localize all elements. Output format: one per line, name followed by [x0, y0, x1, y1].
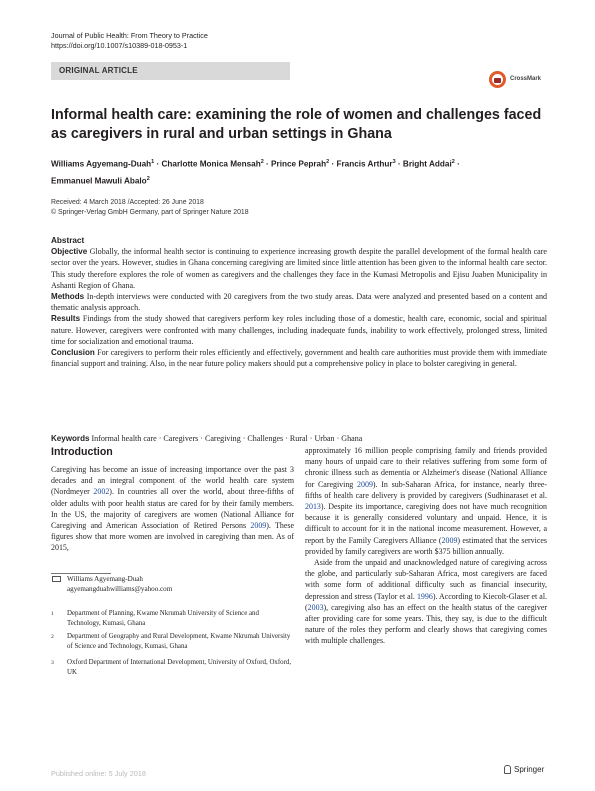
affiliation-text: Oxford Department of International Development, University of Oxford, Oxford, UK: [67, 659, 292, 676]
body-column-right: [305, 445, 547, 647]
contact-name: Williams Agyemang-Duah: [67, 575, 143, 583]
crossmark-label: CrossMark: [510, 76, 542, 82]
intro-paragraph: [305, 557, 547, 647]
author-name[interactable]: Prince Peprah: [271, 159, 327, 169]
objective-text: Globally, the informal health sector is continuing to experience increasing growth despite the parallel development of the formal health care sector over the years. However, studies in Ghana concerning caregiving are limited since little attention has been given to the informal health care sector. This study therefore explores the role of women as caregivers and the challenges they face in the Kumasi Metropolis and Ejisu Juaben Municipality in Ashanti Region of Ghana.: [51, 247, 548, 290]
body-text: ). These figures show that more women are involved in caregiving than men. As of 2015,: [51, 521, 295, 553]
journal-name: Journal of Public Health: From Theory to Practice: [51, 31, 208, 40]
results-text: Findings from the study showed that caregivers perform key roles including those of a domestic, health care, economic, social and spiritual nature. However, caregivers were confronted with many challenges, including inadequate funds, inability to work effectively, prolonged stress, limited time for socialization and emotional trauma.: [51, 314, 548, 346]
body-text: Aside from the unpaid and unacknowledged nature of caregiving across the globe, and particularly sub-Saharan Africa, most caregivers are faced with some form of additional difficulty such as financial insecurity, depression and stress (Taylor et al.: [305, 558, 547, 601]
crossmark-icon: [489, 71, 506, 88]
section-label: ORIGINAL ARTICLE: [59, 66, 138, 75]
citation-link[interactable]: 2009: [357, 479, 373, 489]
author-affiliation-mark: 2: [326, 159, 330, 165]
contact-email[interactable]: agyemangduahwilliams@yahoo.com: [67, 585, 173, 593]
body-text: ) estimated that the services provided by family caregivers are worth $375 billion annually.: [305, 535, 547, 556]
copyright-line: © Springer-Verlag GmbH Germany, part of Springer Nature 2018: [51, 209, 249, 216]
body-text: ). In countries all over the world, about three-fifths of older adults with poor health status are cared for by their family members. In the US, the majority of caregivers are women (National Alliance for Caregiving and American Association of Retired Persons: [51, 487, 294, 531]
body-text: ). According to Kiecolt-Glaser et al. (: [305, 591, 548, 612]
citation-link[interactable]: 2003: [307, 602, 324, 612]
author-affiliation-mark: 2: [451, 159, 455, 165]
methods-label: Methods: [51, 292, 85, 302]
springer-logo: [504, 764, 550, 778]
citation-link[interactable]: 2002: [93, 487, 110, 497]
publisher-name: Springer: [514, 765, 545, 774]
author-affiliation-mark: 2: [146, 175, 150, 182]
abstract-methods: [51, 291, 547, 313]
author-name[interactable]: Williams Agyemang-Duah: [51, 159, 152, 169]
body-text: ). In sub-Saharan Africa, for instance, nearly three-fifths of health care delivery is provided by caregivers (Sudhinaraset et al.: [305, 479, 548, 500]
abstract: [51, 235, 547, 369]
affiliation-number: 1: [51, 611, 54, 617]
article-dates: [51, 198, 249, 218]
abstract-heading: Abstract: [51, 236, 85, 245]
springer-horse-icon: [504, 765, 511, 774]
results-label: Results: [51, 314, 81, 324]
author-name[interactable]: Emmanuel Mawuli Abalo: [51, 176, 147, 186]
citation-link[interactable]: 2009: [441, 535, 458, 545]
affiliation-text: Department of Planning, Kwame Nkrumah University of Science and Technology, Kumasi, Ghana: [67, 610, 259, 627]
author-affiliation-mark: 2: [260, 159, 264, 165]
keywords-text: Informal health care · Caregivers · Caregiving · Challenges · Rural · Urban · Ghana: [91, 434, 363, 443]
author-affiliation-mark: 1: [151, 159, 155, 165]
body-text: ), caregiving also has an effect on the health status of the caregiver after providing care for some years. This, they say, is due to the difficult nature of the roles they perform and clearly shows that caregiving comes with multiple challenges.: [305, 602, 547, 646]
contact-text: [67, 574, 172, 594]
introduction-heading: Introduction: [51, 446, 113, 458]
published-online: Published online: 5 July 2018: [51, 769, 146, 778]
author-list: Williams Agyemang-Duah$^1$ · Charlotte Monica Mensah$^2$ · Prince Peprah$^2$ · Francis Arthur$^3$ · Bright Addai$^2$ · Emmanuel Mawuli Abalo$^2$: [51, 159, 460, 186]
conclusion-label: Conclusion: [51, 348, 95, 358]
author-name[interactable]: Charlotte Monica Mensah: [161, 159, 261, 169]
received-accepted: Received: 4 March 2018 /Accepted: 26 June 2018: [51, 199, 204, 206]
citation-link[interactable]: 2013: [305, 502, 321, 512]
keywords: [51, 434, 547, 443]
section-band: [51, 62, 290, 80]
intro-paragraph: [51, 464, 294, 554]
body-text: ). Despite its importance, caregiving does not have much recognition because it is generally considered voluntary and unpaid. Hence, it is difficult to account for it in the national income measurement. However, a report by the Family Caregivers Alliance (: [305, 502, 547, 545]
body-column-left: [51, 464, 294, 554]
objective-label: Objective: [51, 247, 88, 257]
body-text: Caregiving has become an issue of increasing importance over the past 3 decades and an integral component of the world health care system (Nordmeyer: [51, 465, 294, 497]
doi-link[interactable]: https://doi.org/10.1007/s10389-018-0953-1: [51, 41, 188, 50]
affiliation-text: Department of Geography and Rural Development, Kwame Nkrumah University of Science and Technology, Kumasi, Ghana: [67, 633, 291, 650]
envelope-icon: [52, 576, 61, 582]
author-name[interactable]: Francis Arthur: [336, 159, 393, 169]
citation-link[interactable]: 1996: [416, 591, 433, 601]
author-name[interactable]: Bright Addai: [402, 159, 452, 169]
conclusion-text: For caregivers to perform their roles efficiently and effectively, government and health care authorities must provide them with immediate financial support and training. Also, in the near future policy makers should put a comprehensive policy in place to bolster caregiving in general.: [51, 348, 547, 369]
abstract-results: [51, 313, 547, 347]
journal-header: [51, 31, 208, 51]
intro-paragraph: [305, 445, 547, 557]
abstract-conclusion: [51, 347, 547, 369]
methods-text: In-depth interviews were conducted with 20 caregivers from the two study areas. Data were analyzed and presented based on a content and thematic analysis approach.: [51, 292, 547, 313]
body-text: approximately 16 million people comprising family and friends provided many hours of unpaid care to their relatives suffering from some form of chronic illness such as dementia or Alzheimer's disease (National Alliance for Caregiving: [305, 446, 547, 489]
author-affiliation-mark: 3: [392, 159, 396, 165]
abstract-objective: [51, 246, 547, 291]
citation-link[interactable]: 2009: [250, 521, 267, 531]
crossmark-badge[interactable]: [486, 71, 548, 97]
affiliation-number: 3: [51, 660, 54, 666]
paper-title: Informal health care: examining the role of women and challenges faced as caregivers in rural and urban settings in Ghana: [51, 107, 542, 142]
keywords-label: Keywords: [51, 434, 90, 443]
affiliation-number: 2: [51, 634, 54, 640]
